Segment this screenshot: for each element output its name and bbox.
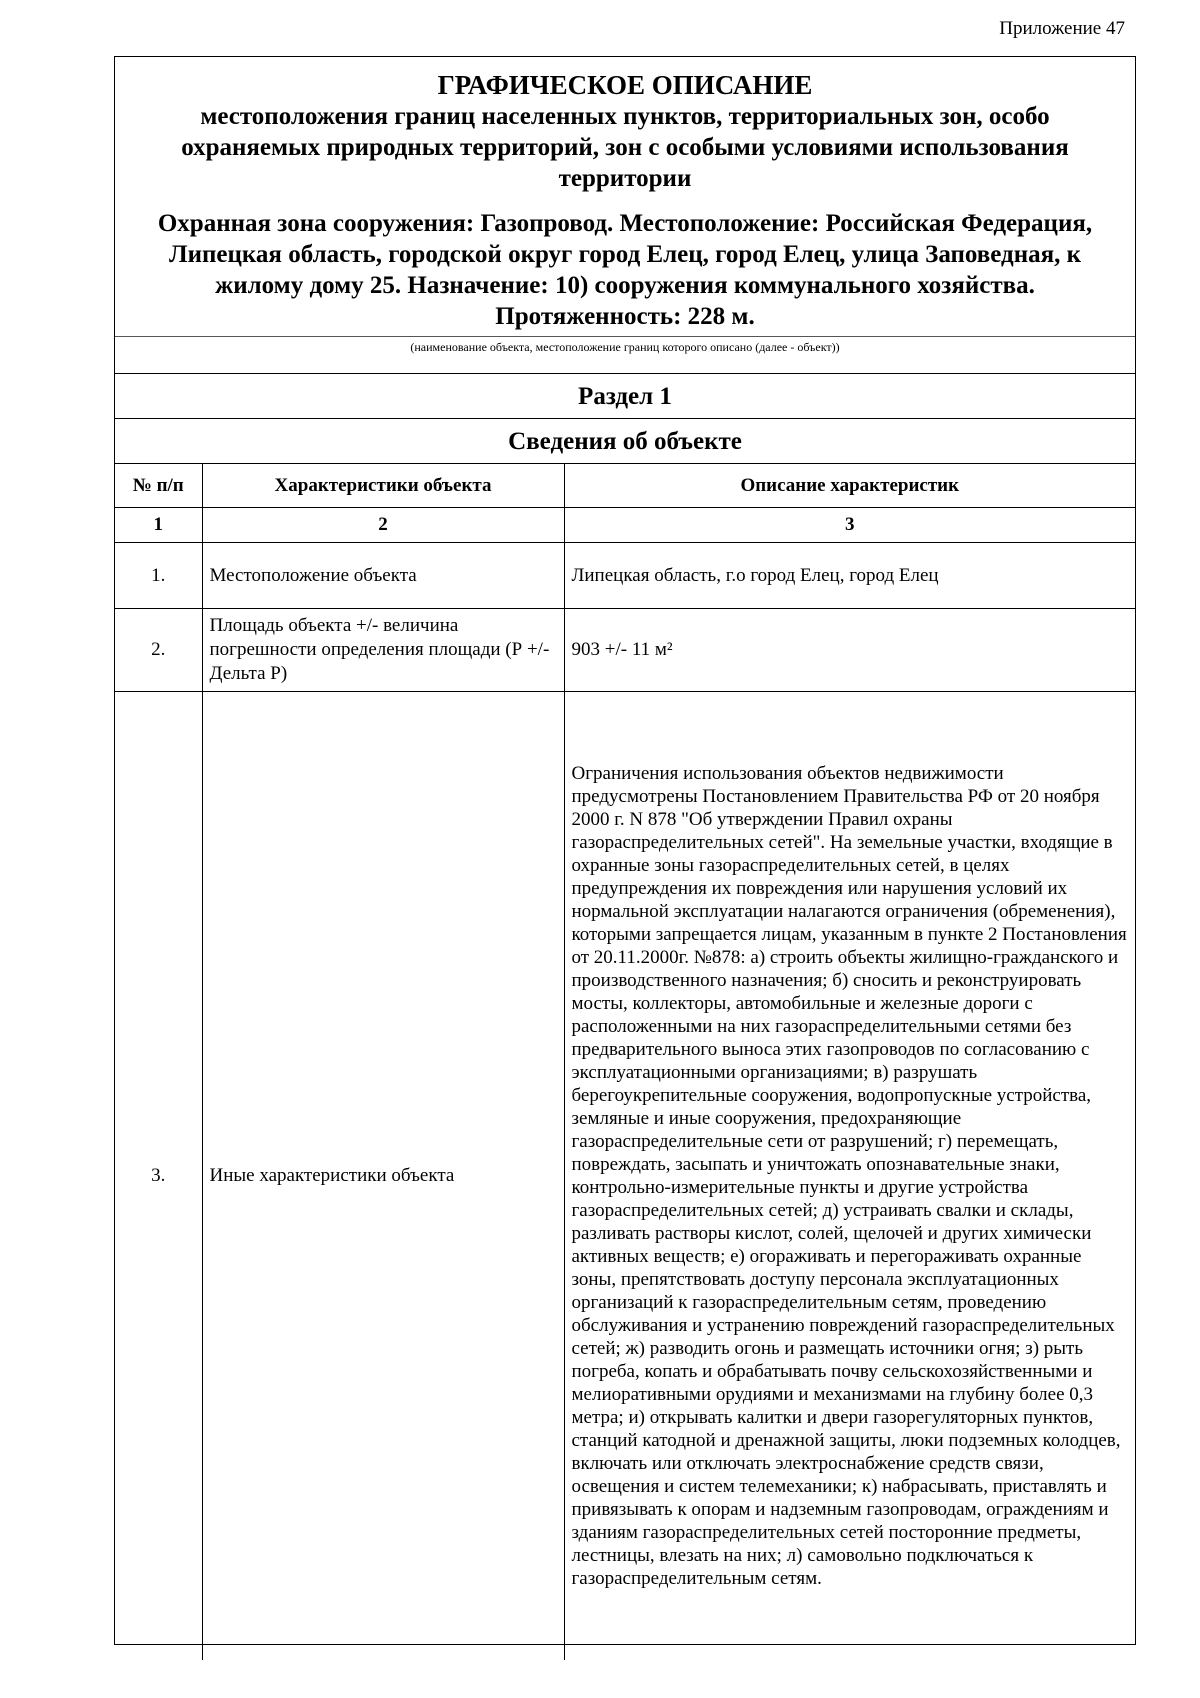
- document-title: ГРАФИЧЕСКОЕ ОПИСАНИЕ: [437, 70, 813, 100]
- row-value: Ограничения использования объектов недвижимости предусмотрены Постановлением Правительства РФ от 20 ноября 2000 г. N 878 "Об утверждении Правил охраны газораспределительных сетей". На земельные участки, входящие в охранные зоны газораспределительных сетей, в целях предупреждения их повреждения или нарушения условий их нормальной эксплуатации налагаются ограничения (обременения), которыми запрещается лицам, указанным в пункте 2 Постановления от 20.11.2000г. №878: а) строить объекты жилищно-гражданского и производственного назначения; б) сносить и реконструировать мосты, коллекторы, автомобильные и железные дороги с расположенными на них газораспределительными сетями без предварительного выноса этих газопроводов по согласованию с эксплуатационными организациями; в) разрушать берегоукрепительные сооружения, водопропускные устройства, земляные и иные сооружения, предохраняющие газораспределительные сети от разрушений; г) перемещать, повреждать, засыпать и уничтожать опознавательные знаки, контрольно-измерительные пункты и другие устройства газораспределительных сетей; д) устраивать свалки и склады, разливать растворы кислот, солей, щелочей и других химически активных веществ; е) огораживать и перегораживать охранные зоны, препятствовать доступу персонала эксплуатационных организаций к газораспределительным сетям, проведению обслуживания и устранению повреждений газораспределительных сетей; ж) разводить огонь и размещать источники огня; з) рыть погреба, копать и обрабатывать почву сельскохозяйственными и мелиоративными орудиями и механизмами на глубину более 0,3 метра; и) открывать калитки и двери газорегуляторных пунктов, станций катодной и дренажной защиты, люки подземных колодцев, включать или отключать электроснабжение средств связи, освещения и систем телемеханики; к) набрасывать, приставлять и привязывать к опорам и надземным газопроводам, ограждениям и зданиям газораспределительных сетей посторонние предметы, лестницы, влезать на них; л) самовольно подключаться к газораспределительным сетям.: [564, 692, 1135, 1660]
- section-number: Раздел 1: [115, 373, 1135, 418]
- table-row: [115, 609, 1135, 692]
- header-characteristic: Характеристики объекта: [202, 464, 564, 508]
- document-subtitle: местоположения границ населенных пунктов, территориальных зон, особо охраняемых природных территорий, зон с особыми условиями использования территории: [181, 103, 1069, 192]
- header-description: Описание характеристик: [564, 464, 1135, 508]
- column-number-row: [115, 508, 1135, 543]
- col-number-3: 3: [564, 508, 1135, 543]
- table-row: [115, 692, 1135, 1660]
- row-characteristic: Площадь объекта +/- величина погрешности определения площади (Р +/- Дельта Р): [202, 609, 564, 692]
- row-value: Липецкая область, г.о город Елец, город Елец: [564, 543, 1135, 609]
- table-row: [115, 543, 1135, 609]
- col-number-1: 1: [115, 508, 202, 543]
- col-number-2: 2: [202, 508, 564, 543]
- document-frame: [114, 56, 1136, 1645]
- row-characteristic: Иные характеристики объекта: [202, 692, 564, 1660]
- object-caption: (наименование объекта, местоположение границ которого описано (далее - объект)): [410, 340, 840, 354]
- row-number: 1.: [115, 543, 202, 609]
- section-name: Сведения об объекте: [115, 418, 1135, 463]
- row-value: 903 +/- 11 м²: [564, 609, 1135, 692]
- document-header: [115, 57, 1135, 339]
- row-number: 3.: [115, 692, 202, 1660]
- object-info-table: [115, 463, 1135, 1660]
- header-num: № п/п: [115, 464, 202, 508]
- object-underline: [115, 336, 1135, 337]
- object-description: Охранная зона сооружения: Газопровод. Местоположение: Российская Федерация, Липецкая область, городской округ город Елец, город Елец, улица Заповедная, к жилому дому 25. Назначение: 10) сооружения коммунального хозяйства. Протяженность: 228 м.: [157, 210, 1093, 330]
- appendix-number: Приложение 47: [999, 18, 1125, 39]
- table-header-row: [115, 464, 1135, 508]
- row-characteristic: Местоположение объекта: [202, 543, 564, 609]
- row-number: 2.: [115, 609, 202, 692]
